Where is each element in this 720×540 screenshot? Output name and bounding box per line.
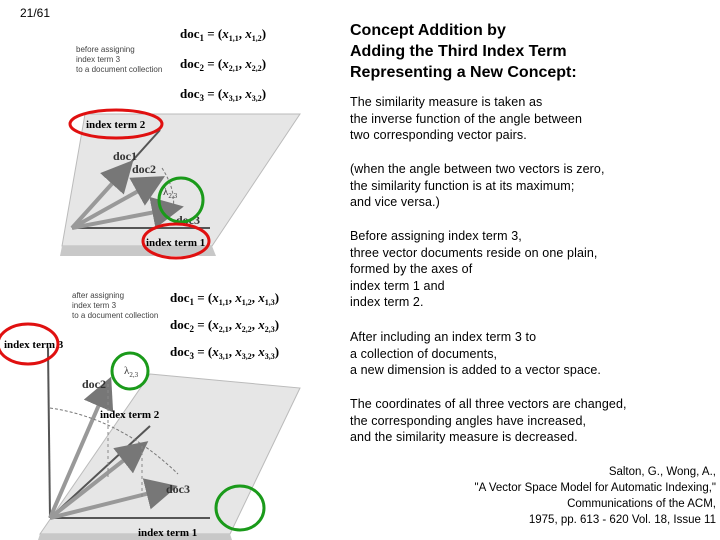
doc3-label-top: doc3 [176, 213, 200, 227]
index-term-1-label-top: index term 1 [146, 237, 206, 249]
citation: Salton, G., Wong, A., "A Vector Space Model for Automatic Indexing," Communications of the ACM, 1975, pp. 613 - 620 Vol. 18, Issue 11 [474, 466, 716, 526]
slide-title: Concept Addition by Adding the Third Index Term Representing a New Concept: [350, 22, 577, 81]
index-term-3-label-bottom: index term 3 [4, 339, 64, 351]
svg-text:doc1 = (x1,1, x1,2): $doc_1 = (x_{1,1}$, $x_{1,2}$) [180, 26, 267, 43]
paragraph-before: Before assigning index term 3, three vector documents reside on one plain, formed by the axes of index term 1 and index term 2. [350, 229, 598, 309]
svg-text:doc1 = (x1,1, x1,2, x1,3): $doc_1 = (x_{1,1}$, $x_{1,2}$, $x_{1,3}$) [170, 290, 280, 307]
paragraph-angle-note: (when the angle between two vectors is zero, the similarity function is at its maximum; and vice versa.) [350, 162, 605, 209]
note-after: after assigning index term 3 to a document collection [72, 291, 159, 320]
svg-text:doc2 = (x2,1, x2,2, x2,3): $doc_2 = (x_{2,1}$, $x_{2,2}$, $x_{2,3}$) [170, 317, 280, 334]
doc-vector-formulas-bottom [170, 290, 279, 361]
svg-text:doc3 = (x3,1, x3,2): $doc_3 = (x_{3,1}$, $x_{3,2}$) [180, 86, 267, 103]
doc2-label-bottom: doc2 [82, 377, 106, 391]
doc2-label-top: doc2 [132, 162, 156, 176]
paragraph-similarity: The similarity measure is taken as the inverse function of the angle between two corresponding vector pairs. [350, 95, 583, 142]
angle-label-top: $\lambda_{2,3}$ [163, 186, 178, 200]
svg-text:doc3 = (x3,1, x3,2, x3,3): $doc_3 = (x_{3,1}$, $x_{3,2}$, $x_{3,3}$) [170, 344, 280, 361]
page-number: 21/61 [20, 6, 51, 20]
doc3-label-bottom: doc3 [166, 482, 190, 496]
paragraph-coordinates: The coordinates of all three vectors are changed, the corresponding angles have increased, and the similarity measure is decreased. [350, 397, 627, 444]
figure-before-index-term-3 [0, 18, 350, 276]
svg-text:doc2 = (x2,1, x2,2): $doc_2 = (x_{2,1}$, $x_{2,2}$) [180, 56, 267, 73]
doc-vector-formulas-top [180, 26, 266, 103]
index-term-2-label-top: index term 2 [86, 119, 146, 131]
axis-index-term-3-bottom [48, 348, 50, 518]
doc1-label-top: doc1 [113, 149, 137, 163]
angle-label-bottom: $\lambda_{2,3}$ [124, 365, 139, 379]
index-term-2-label-bottom: index term 2 [100, 409, 160, 421]
paragraph-after: After including an index term 3 to a collection of documents, a new dimension is added to a vector space. [350, 330, 601, 377]
figure-after-index-term-3 [0, 278, 350, 540]
index-term-1-label-bottom: index term 1 [138, 527, 198, 539]
plane-edge-bottom [38, 534, 232, 540]
note-before: before assigning index term 3 to a document collection [76, 45, 163, 74]
